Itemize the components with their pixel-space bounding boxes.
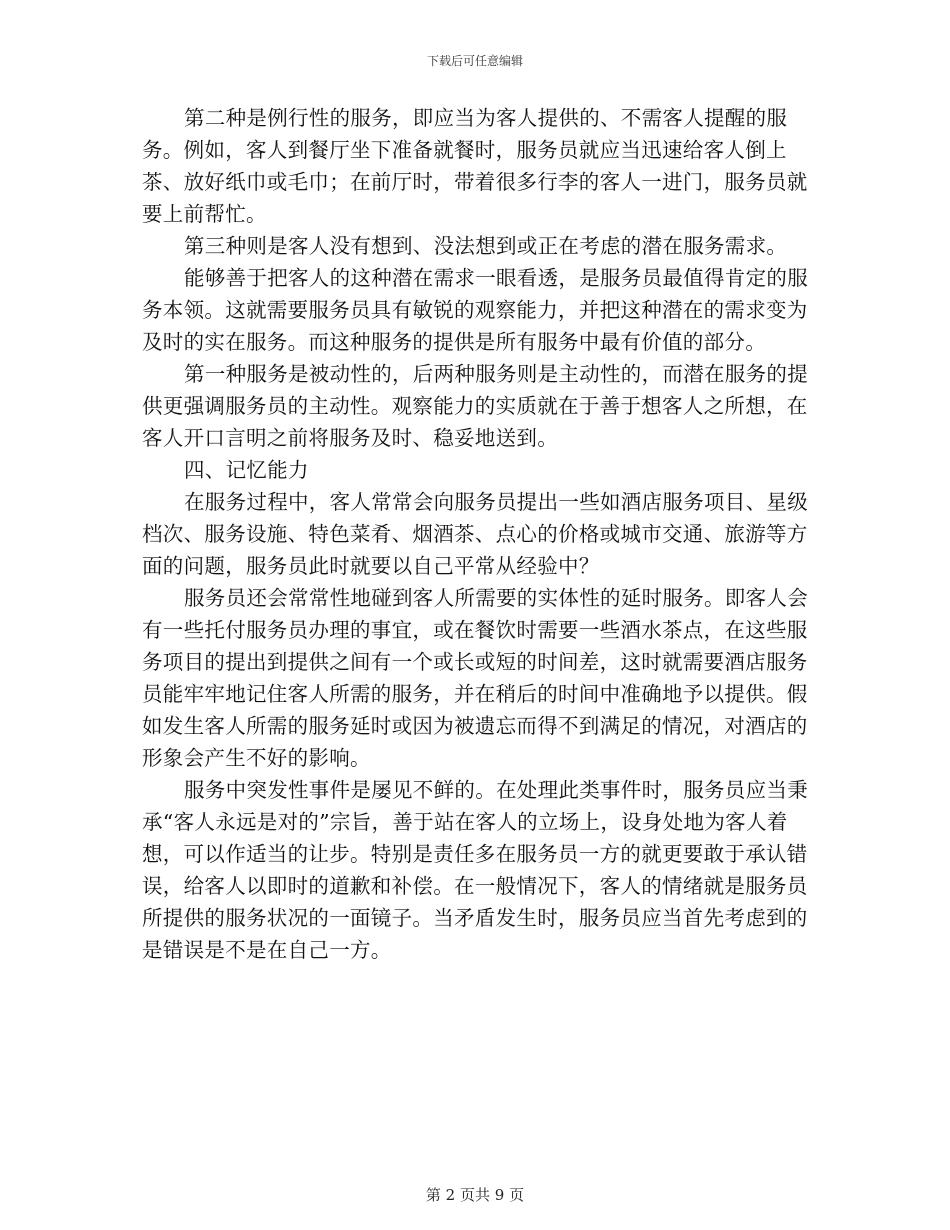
paragraph-emergency-handling: 服务中突发性事件是屡见不鲜的。在处理此类事件时，服务员应当秉承“客人永远是对的”宗旨，善于站在客人的立场上，设身处地为客人着想，可以作适当的让步。特别是责任多在服务员一方的就更要敢于承认错误，给客人以即时的道歉和补偿。在一般情况下，客人的情绪就是服务员所提供的服务状况的一面镜子。当矛盾发生时，服务员应当首先考虑到的是错误是不是在自己一方。 (142, 778, 808, 962)
paragraph-potential-service: 第三种则是客人没有想到、没法想到或正在考虑的潜在服务需求。 (184, 234, 788, 258)
paragraph-delayed-service: 服务员还会常常性地碰到客人所需要的实体性的延时服务。即客人会有一些托付服务员办理的事宜，或在餐饮时需要一些酒水茶点，在这些服务项目的提出到提供之间有一个或长或短的时间差，这时就需要酒店服务员能牢牢地记住客人所需的服务，并在稍后的时间中准确地予以提供。假如发生客人所需的服务延时或因为被遗忘而得不到满足的情况，对酒店的形象会产生不好的影响。 (142, 586, 808, 770)
document-body (142, 102, 817, 966)
page-header: 下载后可任意编辑 (426, 54, 523, 68)
paragraph-observation-skill: 能够善于把客人的这种潜在需求一眼看透，是服务员最值得肯定的服务本领。这就需要服务员具有敏锐的观察能力，并把这种潜在的需求变为及时的实在服务。而这种服务的提供是所有服务中最有价值的部分。 (142, 266, 808, 354)
section-heading-memory-ability: 四、记忆能力 (184, 458, 309, 482)
paragraph-passive-active-service: 第一种服务是被动性的，后两种服务则是主动性的，而潜在服务的提供更强调服务员的主动性。观察能力的实质就在于善于想客人之所想，在客人开口言明之前将服务及时、稳妥地送到。 (142, 362, 808, 450)
paragraph-guest-questions: 在服务过程中，客人常常会向服务员提出一些如酒店服务项目、星级档次、服务设施、特色菜肴、烟酒茶、点心的价格或城市交通、旅游等方面的问题，服务员此时就要以自己平常从经验中？ (142, 490, 808, 578)
page-number-footer: 第 2 页共 9 页 (425, 1186, 525, 1204)
paragraph-routine-service: 第二种是例行性的服务，即应当为客人提供的、不需客人提醒的服务。例如，客人到餐厅坐下准备就餐时，服务员就应当迅速给客人倒上茶、放好纸巾或毛巾；在前厅时，带着很多行李的客人一进门，服务员就要上前帮忙。 (142, 106, 808, 226)
